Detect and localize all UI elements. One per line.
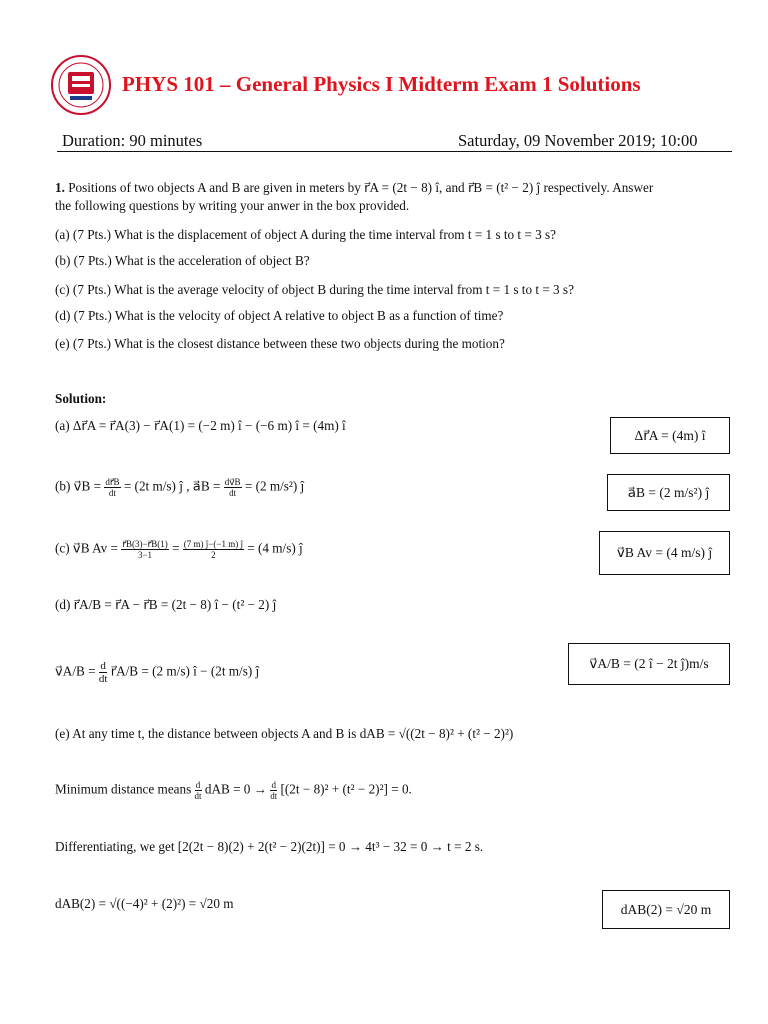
question-part-c: (c) (7 Pts.) What is the average velocity of object B during the time interval from t = 1 s to t = 3 s? <box>55 282 574 297</box>
solution-b-prefix: (b) v⃗B = <box>55 478 105 494</box>
solution-e-minimum-end: [(2t − 8)² + (t² − 2)²] = 0. <box>280 781 412 797</box>
fraction-d-dt <box>99 660 108 685</box>
fraction-d-dt <box>270 780 277 801</box>
page-title: PHYS 101 – General Physics I Midterm Exam 1 Solutions <box>122 72 641 96</box>
solution-a: (a) Δr⃗A = r⃗A(3) − r⃗A(1) = (−2 m) î − (−6 m) î = (4m) î <box>55 418 346 433</box>
solution-d-end: r⃗A/B = (2 m/s) î − (2t m/s) ĵ <box>110 663 260 679</box>
fraction-denominator: dt <box>194 791 202 801</box>
fraction-numerator: r⃗B(3)−r⃗B(1) <box>122 539 168 549</box>
solution-e-minimum-middle: dAB = 0 → <box>204 781 271 797</box>
solution-e-minimum <box>55 780 412 801</box>
fraction-denominator: 3−1 <box>137 550 153 560</box>
solution-b <box>55 477 304 498</box>
fraction-denominator: dt <box>108 488 116 498</box>
solution-d-line-1: (d) r⃗A/B = r⃗A − r⃗B = (2t − 8) î − (t² − 2) ĵ <box>55 597 277 612</box>
answer-box-c: v⃗B Av = (4 m/s) ĵ <box>599 531 730 575</box>
solution-e: (e) At any time t, the distance between objects A and B is dAB = √((2t − 8)² + (t² − 2)²) <box>55 726 514 741</box>
question-part-d: (d) (7 Pts.) What is the velocity of object A relative to object B as a function of time? <box>55 308 504 323</box>
solution-c-prefix: (c) v⃗B Av = <box>55 540 122 556</box>
solution-heading: Solution: <box>55 391 107 406</box>
fraction-denominator: dt <box>98 673 108 685</box>
question-part-b: (b) (7 Pts.) What is the acceleration of object B? <box>55 253 310 268</box>
solution-e-minimum-prefix: Minimum distance means <box>55 781 195 797</box>
university-logo <box>50 54 112 116</box>
question-part-e: (e) (7 Pts.) What is the closest distance between these two objects during the motion? <box>55 336 505 351</box>
solution-b-middle: = (2t m/s) ĵ , a⃗B = <box>123 478 224 494</box>
fraction-numerator: d <box>271 780 276 790</box>
answer-box-b: a⃗B = (2 m/s²) ĵ <box>607 474 730 511</box>
fraction-dvB-dt <box>224 477 242 498</box>
solution-c: (c) v⃗B Av = $\frac{r⃗B(3)-r⃗B(1)}{3-1}$ = $\frac{(7 m) ĵ-(-1 m) ĵ}{2}$ = (4 m/s) ĵ <box>55 539 303 560</box>
fraction-numerator: (7 m) ĵ−(−1 m) ĵ <box>183 539 243 549</box>
solution-e-differentiating: Differentiating, we get [2(2t − 8)(2) + 2(t² − 2)(2t)] = 0 → 4t³ − 32 = 0 → t = 2 s. <box>55 839 484 854</box>
answer-box-a: Δr⃗A = (4m) î <box>610 417 730 454</box>
fraction-d-dt <box>195 780 202 801</box>
fraction-denominator: 2 <box>211 550 216 560</box>
question-number: 1. <box>55 180 65 195</box>
fraction-numerator: d <box>195 780 201 790</box>
exam-duration: Duration: 90 minutes <box>62 131 203 150</box>
solution-d-line-2 <box>55 660 259 685</box>
solution-c-end: = (4 m/s) ĵ <box>247 540 303 556</box>
question-line-1: Positions of two objects A and B are given in meters by r⃗A = (2t − 8) î, and r⃗B = (t² − 2) ĵ respectively. Answer <box>68 180 654 195</box>
question-statement <box>55 180 653 196</box>
fraction-rB-diff <box>121 539 168 560</box>
solution-b-end: = (2 m/s²) ĵ <box>244 478 305 494</box>
solution-d-prefix: v⃗A/B = <box>55 663 99 679</box>
fraction-rB-values <box>183 539 244 560</box>
answer-box-e: dAB(2) = √20 m <box>602 890 730 929</box>
fraction-numerator: dv⃗B <box>224 477 241 487</box>
exam-date: Saturday, 09 November 2019; 10:00 <box>458 131 698 150</box>
fraction-drB-dt <box>104 477 120 498</box>
answer-box-d: v⃗A/B = (2 î − 2t ĵ)m/s <box>568 643 730 685</box>
fraction-numerator: dr⃗B <box>105 477 120 487</box>
question-part-a: (a) (7 Pts.) What is the displacement of object A during the time interval from t = 1 s to t = 3 s? <box>55 227 557 242</box>
fraction-numerator: d <box>100 660 106 672</box>
solution-e-final: dAB(2) = √((−4)² + (2)²) = √20 m <box>55 896 234 911</box>
fraction-denominator: dt <box>270 791 278 801</box>
question-line-2: the following questions by writing your anwer in the box provided. <box>55 198 410 213</box>
header-divider <box>57 151 732 152</box>
fraction-denominator: dt <box>229 488 237 498</box>
